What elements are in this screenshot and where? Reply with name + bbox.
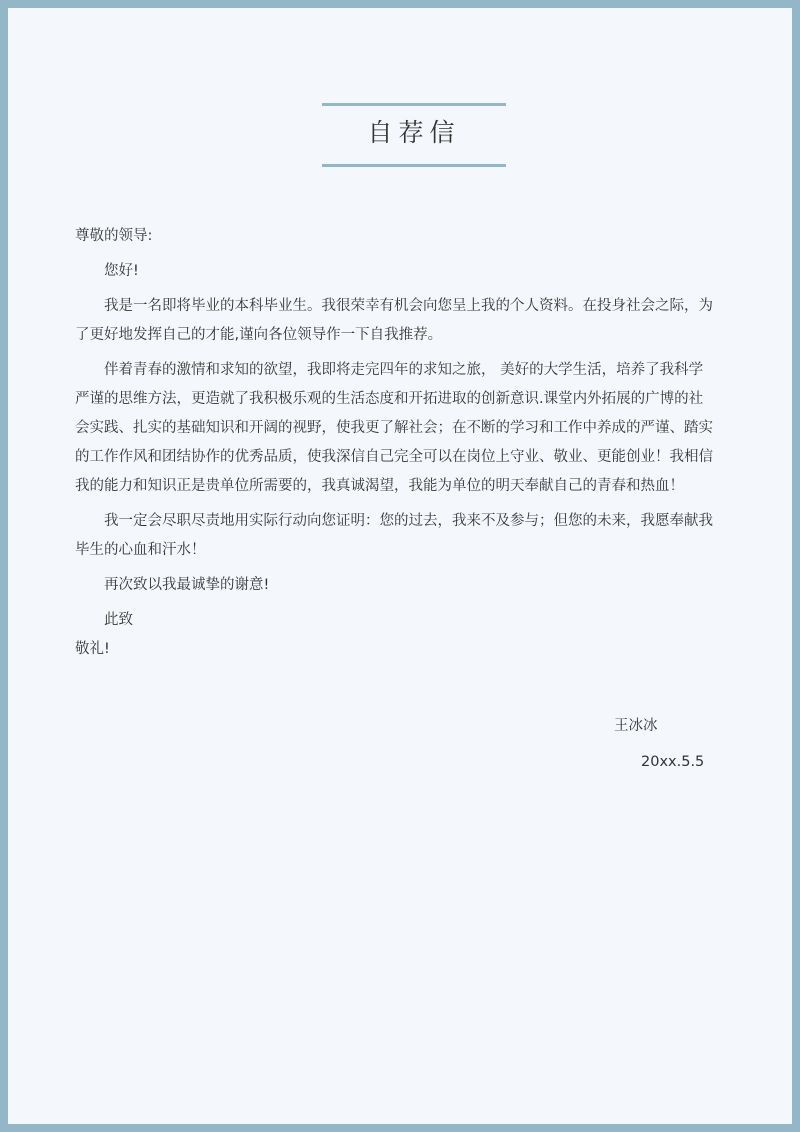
- paragraph-commitment: 我一定会尽职尽责地用实际行动向您证明：您的过去，我来不及参与；但您的未来，我愿奉献我毕生的心血和汗水！: [75, 513, 713, 558]
- paragraph-thanks: 再次致以我最诚挚的谢意!: [104, 577, 270, 593]
- paragraph-intro: 我是一名即将毕业的本科毕业生。我很荣幸有机会向您呈上我的个人资料。在投身社会之际，为了更好地发挥自己的才能,谨向各位领导作一下自我推荐。: [75, 298, 713, 343]
- closing-line-1: 此致: [104, 612, 133, 628]
- signature: 王冰冰: [614, 718, 658, 734]
- title-block: [322, 103, 506, 167]
- letter-date: 20xx.5.5: [641, 754, 705, 770]
- greeting: 您好!: [104, 263, 139, 279]
- letter-body: [75, 222, 713, 664]
- title-bottom-rule: [322, 164, 506, 167]
- paragraph-experience: 伴着青春的激情和求知的欲望，我即将走完四年的求知之旅， 美好的大学生活，培养了我科学严谨的思维方法，更造就了我积极乐观的生活态度和开拓进取的创新意识.课堂内外拓展的广博的社会实践、扎实的基础知识和开阔的视野，使我更了解社会；在不断的学习和工作中养成的严谨、踏实的工作作风和团结协作的优秀品质，使我深信自己完全可以在岗位上守业、敬业、更能创业！我相信我的能力和知识正是贵单位所需要的，我真诚渴望，我能为单位的明天奉献自己的青春和热血！: [75, 362, 713, 494]
- document-title: 自荐信: [367, 118, 461, 147]
- closing-line-2: 敬礼!: [75, 641, 110, 657]
- salutation: 尊敬的领导:: [75, 228, 153, 244]
- title-top-rule: [322, 103, 506, 106]
